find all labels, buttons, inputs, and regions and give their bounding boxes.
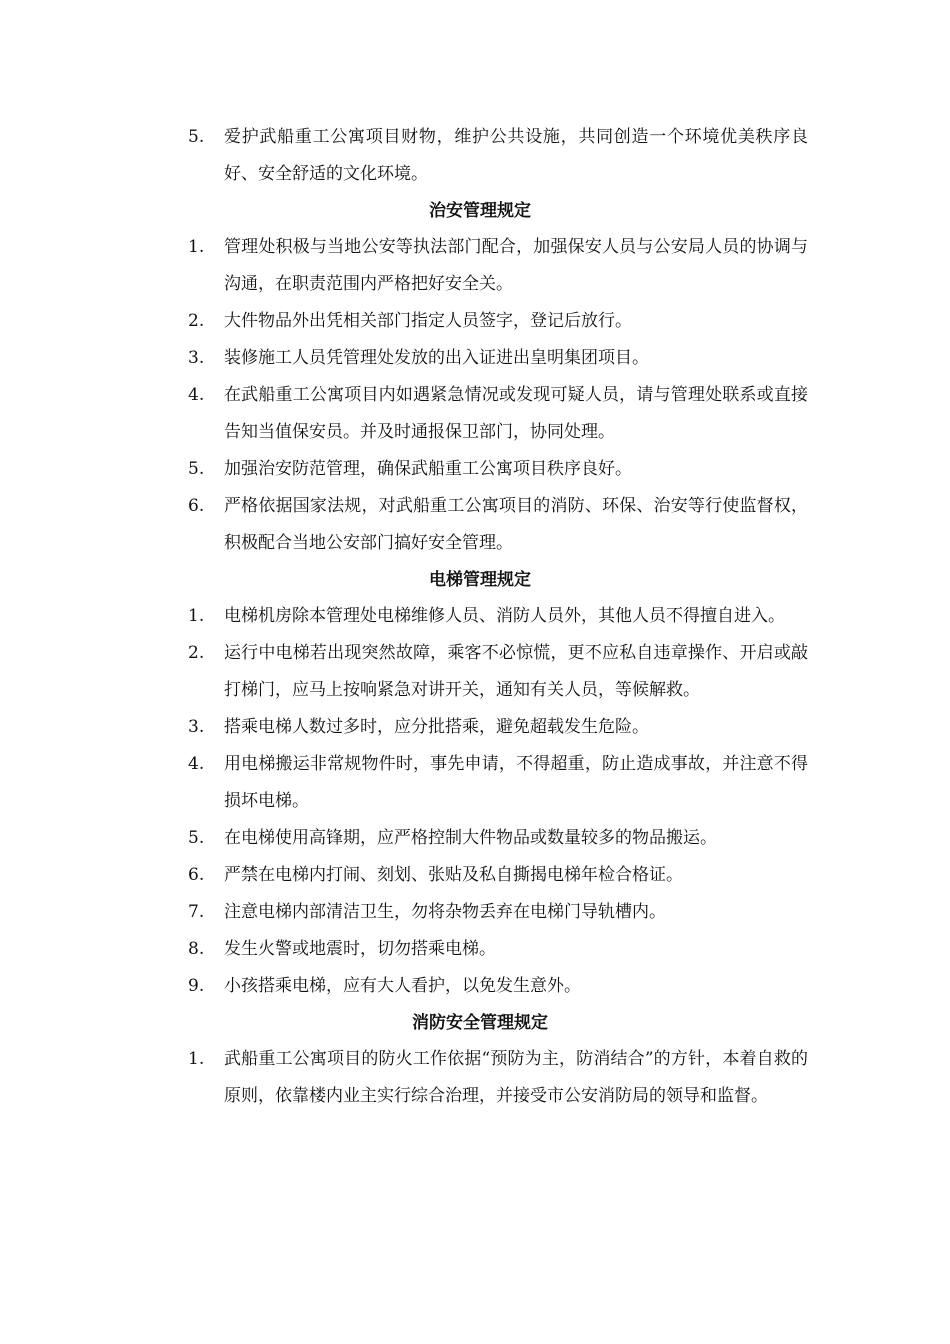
list-item [188, 377, 808, 451]
list-item-number: 3. [188, 348, 205, 368]
list-item [188, 303, 808, 340]
list-item [188, 488, 808, 562]
list-item-number: 5. [188, 828, 205, 848]
list-item-number: 6. [188, 865, 205, 885]
section-title: 电梯管理规定 [429, 570, 531, 590]
section-title: 治安管理规定 [429, 201, 531, 221]
list-item-number: 2. [188, 311, 205, 331]
list-item-text: 严禁在电梯内打闹、刻划、张贴及私自撕揭电梯年检合格证。 [224, 865, 683, 885]
list-item-text: 在电梯使用高锋期，应严格控制大件物品或数量较多的物品搬运。 [224, 828, 717, 848]
list-item-number: 3. [188, 717, 205, 737]
list-item-text: 严格依据国家法规，对武船重工公寓项目的消防、环保、治安等行使监督权，积极配合当地公安部门搞好安全管理。 [224, 496, 808, 553]
list-item [188, 451, 808, 488]
list-item-number: 6. [188, 496, 205, 516]
list-item-number: 4. [188, 385, 205, 405]
list-item-text: 电梯机房除本管理处电梯维修人员、消防人员外，其他人员不得擅自进入。 [224, 606, 785, 626]
list-item [188, 340, 808, 377]
list-item [188, 119, 808, 193]
list-item [188, 746, 808, 820]
list-item-number: 8. [188, 939, 205, 959]
list-item-number: 7. [188, 902, 205, 922]
list-item [188, 857, 808, 894]
section-title: 消防安全管理规定 [412, 1013, 548, 1033]
list-item-text: 装修施工人员凭管理处发放的出入证进出皇明集团项目。 [224, 348, 649, 368]
list-item [188, 709, 808, 746]
list-item-number: 9. [188, 976, 205, 996]
list-item-text: 搭乘电梯人数过多时，应分批搭乘，避免超载发生危险。 [224, 717, 649, 737]
list-item-number: 4. [188, 754, 205, 774]
list-item-number: 1. [188, 1049, 205, 1069]
list-item [188, 931, 808, 968]
list-item [188, 968, 808, 1005]
list-item-text: 运行中电梯若出现突然故障，乘客不必惊慌，更不应私自违章操作、开启或敲打梯门，应马上按响紧急对讲开关，通知有关人员，等候解救。 [224, 643, 808, 700]
list-item-number: 5. [188, 459, 205, 479]
list-item-text: 小孩搭乘电梯，应有大人看护，以免发生意外。 [224, 976, 581, 996]
list-item [188, 1041, 808, 1115]
list-item-number: 5. [188, 127, 205, 147]
list-item-text: 在武船重工公寓项目内如遇紧急情况或发现可疑人员，请与管理处联系或直接告知当值保安员。并及时通报保卫部门，协同处理。 [224, 385, 808, 442]
document-content [188, 119, 808, 1115]
list-item [188, 598, 808, 635]
list-item-number: 2. [188, 643, 205, 663]
list-item-text: 武船重工公寓项目的防火工作依据“预防为主，防消结合”的方针，本着自救的原则，依靠楼内业主实行综合治理，并接受市公安消防局的领导和监督。 [224, 1049, 808, 1106]
list-item-text: 爱护武船重工公寓项目财物，维护公共设施，共同创造一个环境优美秩序良好、安全舒适的文化环境。 [224, 127, 808, 184]
list-item-number: 1. [188, 606, 205, 626]
list-item-text: 用电梯搬运非常规物件时，事先申请，不得超重，防止造成事故，并注意不得损坏电梯。 [224, 754, 808, 811]
list-item-number: 1. [188, 237, 205, 257]
list-item-text: 发生火警或地震时，切勿搭乘电梯。 [224, 939, 496, 959]
list-item-text: 管理处积极与当地公安等执法部门配合，加强保安人员与公安局人员的协调与沟通，在职责范围内严格把好安全关。 [224, 237, 808, 294]
list-item-text: 加强治安防范管理，确保武船重工公寓项目秩序良好。 [224, 459, 632, 479]
list-item [188, 229, 808, 303]
list-item [188, 820, 808, 857]
list-item [188, 894, 808, 931]
list-item [188, 635, 808, 709]
list-item-text: 大件物品外出凭相关部门指定人员签字，登记后放行。 [224, 311, 632, 331]
list-item-text: 注意电梯内部清洁卫生，勿将杂物丢弃在电梯门导轨槽内。 [224, 902, 666, 922]
